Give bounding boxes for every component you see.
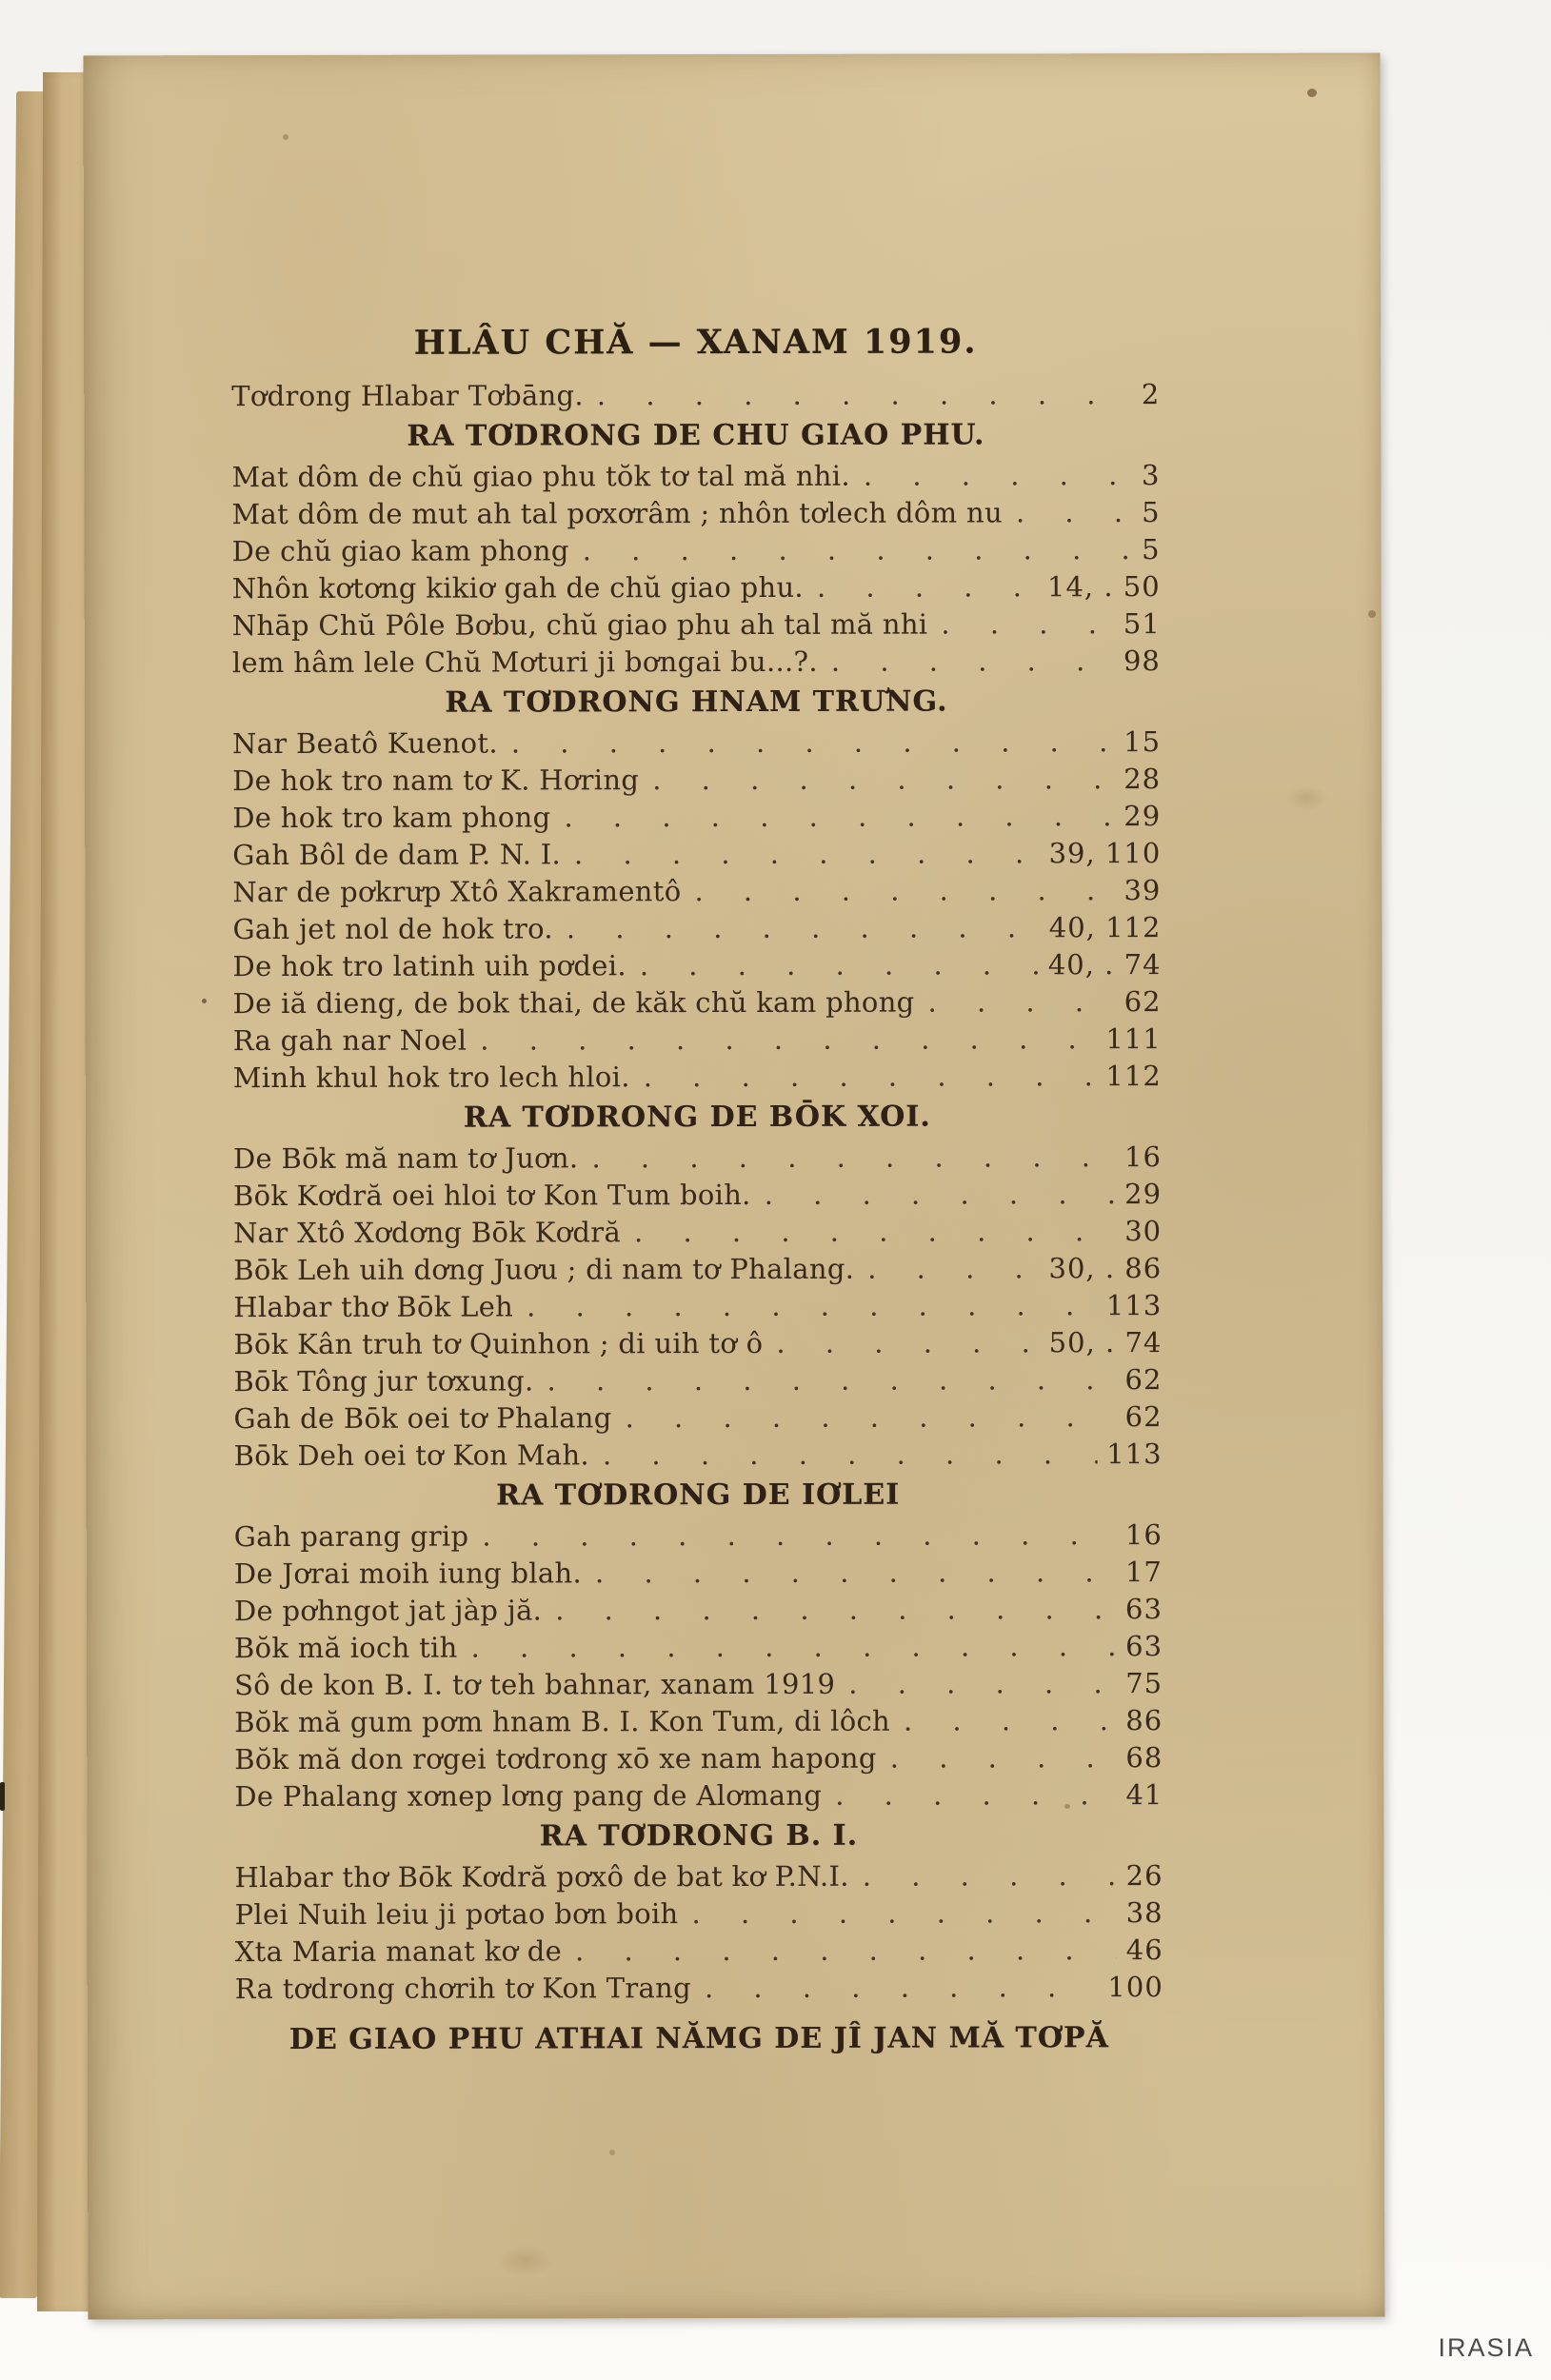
- toc-page-number: 62: [1123, 985, 1162, 1019]
- toc-dot-leader: [567, 909, 1040, 947]
- toc-entry-label: Sô de kon B. I. tơ teh bahnar, xanam 1919: [234, 1667, 836, 1702]
- toc-dot-leader: [765, 1176, 1116, 1214]
- toc-page-number: 40, 112: [1048, 911, 1162, 944]
- toc-row: [233, 1287, 1162, 1326]
- toc-row: [234, 1739, 1163, 1778]
- toc-entry-label: Bōk Deh oei tơ Kon Mah.: [233, 1438, 589, 1473]
- toc-row: [232, 835, 1161, 874]
- toc-entry-label: Gah Bôl de dam P. N. I.: [232, 838, 562, 872]
- toc-entry-label: De pơhngot jat jàp jă.: [233, 1594, 543, 1628]
- toc-page-number: 29: [1123, 800, 1162, 833]
- toc-dot-leader: [640, 946, 1039, 984]
- toc-row: [235, 1969, 1163, 2008]
- toc-page-number: 16: [1124, 1518, 1163, 1552]
- toc-row: [232, 872, 1161, 911]
- toc-entry-label: De Phalang xơnep lơng pang de Alơmang: [234, 1778, 823, 1814]
- toc-page-number: 15: [1123, 725, 1162, 759]
- toc-row: [235, 1894, 1163, 1934]
- toc-section-heading: RA TƠDRONG HNAM TRƯNG.: [445, 684, 948, 720]
- toc-entry-label: Nhāp Chŭ Pôle Bơbu, chŭ giao phu ah tal mă nhi: [231, 607, 928, 643]
- toc-dot-leader: [597, 376, 1132, 414]
- toc-entry-label: Gah de Bōk oei tơ Phalang: [233, 1401, 612, 1436]
- toc-row: [232, 643, 1161, 682]
- toc-row: [233, 983, 1162, 1022]
- toc-row: [232, 798, 1161, 837]
- scanned-page: [84, 53, 1385, 2320]
- toc-dot-leader: [482, 1517, 1116, 1555]
- toc-entry-label: Nar Beatô Kuenot.: [231, 726, 498, 761]
- toc-dot-leader: [564, 798, 1114, 836]
- toc-row: [232, 909, 1161, 948]
- toc-dot-leader: [595, 1554, 1116, 1592]
- toc-row: [231, 376, 1160, 415]
- toc-row: [233, 1213, 1162, 1252]
- toc-dot-leader: [591, 1139, 1115, 1177]
- toc-row: [232, 531, 1161, 570]
- toc-row: [233, 1021, 1162, 1060]
- toc-page-number: 112: [1105, 1060, 1162, 1093]
- toc-row: [234, 1776, 1163, 1815]
- toc-row: [233, 1324, 1162, 1363]
- toc-row: [232, 724, 1161, 763]
- toc-dot-leader: [848, 1665, 1116, 1703]
- toc-dot-leader: [574, 835, 1040, 873]
- toc-dot-leader: [776, 1324, 1039, 1362]
- toc-page-number: 30, . 86: [1048, 1252, 1163, 1285]
- toc-section-heading: RA TƠDRONG B. I.: [539, 1818, 859, 1854]
- toc-page-number: 5: [1142, 533, 1161, 566]
- toc-page-number: 3: [1141, 459, 1161, 492]
- toc-row: [233, 1361, 1162, 1400]
- toc-page-number: 26: [1125, 1859, 1163, 1893]
- toc-row: [234, 1702, 1163, 1741]
- toc-dot-leader: [904, 1702, 1116, 1739]
- toc-page-number: 98: [1123, 645, 1161, 678]
- toc-row: [232, 761, 1161, 800]
- toc-row: [234, 1591, 1163, 1630]
- toc-dot-leader: [867, 1250, 1039, 1287]
- toc-page-number: 14, . 50: [1046, 570, 1161, 604]
- paper-stain: [497, 2244, 554, 2276]
- toc-row: [234, 1857, 1163, 1896]
- toc-dot-leader: [547, 1361, 1115, 1399]
- toc-entry-label: De iă dieng, de bok thai, de kăk chŭ kam phong: [232, 985, 915, 1021]
- toc-page-number: 39: [1123, 874, 1162, 907]
- toc-entry-label: Bōk Tông jur tơxung.: [233, 1364, 534, 1398]
- toc-entry-label: Bŏk mă ioch tih: [233, 1631, 458, 1665]
- toc-dot-leader: [480, 1021, 1096, 1059]
- toc-row: [234, 1554, 1163, 1593]
- spine-mark: [0, 1782, 5, 1811]
- toc-row: [233, 1176, 1162, 1215]
- toc-page-number: 30: [1124, 1215, 1163, 1248]
- toc-row: [234, 1665, 1163, 1704]
- toc-dot-leader: [694, 872, 1114, 910]
- toc-entry-label: Ra gah nar Noel: [232, 1023, 467, 1058]
- foxing-speck: [1368, 610, 1376, 618]
- toc-page-number: 2: [1141, 378, 1161, 411]
- toc-page-number: 41: [1125, 1778, 1163, 1812]
- toc-dot-leader: [511, 724, 1114, 762]
- toc-row: [234, 1436, 1163, 1475]
- toc-entry-label: Bōk Kân truh tơ Quinhon ; di uih tơ ô: [233, 1326, 764, 1361]
- toc-row: [232, 568, 1161, 607]
- toc-entry-label: De chŭ giao kam phong: [231, 534, 569, 568]
- toc-entry-label: Hlabar thơ Bōk Kơdră pơxô de bat kơ P.N.I.: [234, 1859, 849, 1894]
- toc-dot-leader: [831, 643, 1114, 681]
- toc-entry-label: Bōk Leh uih dơng Juơu ; di nam tơ Phalang.: [233, 1252, 855, 1287]
- paper-stain: [1284, 786, 1328, 811]
- toc-dot-leader: [817, 568, 1038, 605]
- toc-dot-leader: [652, 761, 1114, 799]
- toc-entry-label: De hok tro nam tơ K. Hơring: [232, 764, 640, 798]
- toc-dot-leader: [863, 1857, 1117, 1895]
- toc-page-number: 29: [1124, 1178, 1163, 1211]
- toc-entry-label: De Jơrai moih iung blah.: [233, 1557, 583, 1591]
- toc-entry-label: Xta Maria manat kơ de: [234, 1934, 563, 1969]
- toc-dot-leader: [575, 1932, 1117, 1970]
- toc-page-number: 51: [1123, 607, 1161, 641]
- toc-page-number: 113: [1105, 1289, 1163, 1322]
- toc-page-number: 16: [1123, 1140, 1162, 1174]
- footer-heading: DE GIAO PHU ATHAI NĂMG DE JÎ JAN MĂ TƠPĂ: [288, 2021, 1109, 2056]
- toc-page-number: 39, 110: [1048, 837, 1162, 870]
- toc-entry-label: Minh khul hok tro lech hloi.: [232, 1061, 630, 1095]
- toc-dot-leader: [527, 1287, 1097, 1325]
- toc-page-number: 100: [1107, 1971, 1163, 2004]
- toc-page-number: 63: [1124, 1593, 1163, 1626]
- toc-page-number: 28: [1123, 763, 1162, 796]
- toc-entry-label: De Bōk mă nam tơ Juơn.: [232, 1141, 579, 1176]
- toc-entry-label: De hok tro latinh uih pơdei.: [232, 949, 626, 983]
- toc-page-number: 40, . 74: [1047, 948, 1162, 982]
- toc-row: [232, 605, 1161, 645]
- toc-dot-leader: [634, 1213, 1115, 1251]
- toc-dot-leader: [583, 531, 1133, 569]
- toc-entry-label: Mat dôm de mut ah tal pơxơrâm ; nhôn tơlech dôm nu: [231, 496, 1003, 531]
- toc-row: [234, 1628, 1163, 1667]
- page-title: HLÂU CHĂ — XANAM 1919.: [413, 322, 978, 363]
- toc-row: [233, 1139, 1162, 1178]
- toc-row: [232, 946, 1161, 985]
- table-of-contents-content: [231, 53, 1163, 2056]
- foxing-speck: [1064, 1804, 1070, 1809]
- toc-page-number: 5: [1142, 496, 1161, 529]
- toc-dot-leader: [471, 1628, 1117, 1666]
- toc-row: [233, 1250, 1162, 1289]
- toc-section-heading: RA TƠDRONG DE BŌK XOI.: [463, 1100, 931, 1135]
- toc-dot-leader: [555, 1591, 1116, 1629]
- toc-entry-label: Gah parang grip: [233, 1519, 469, 1554]
- toc-page-number: 63: [1125, 1630, 1163, 1663]
- toc-row: [231, 494, 1160, 533]
- toc-page-number: 50, . 74: [1048, 1326, 1163, 1359]
- toc-dot-leader: [603, 1436, 1097, 1474]
- toc-dot-leader: [864, 457, 1132, 495]
- toc-row: [235, 1932, 1163, 1971]
- toc-dot-leader: [941, 605, 1114, 643]
- toc-dot-leader: [835, 1776, 1116, 1815]
- toc-entry-label: Gah jet nol de hok tro.: [232, 912, 553, 946]
- toc-page-number: 62: [1124, 1363, 1163, 1397]
- toc-entry-label: Bŏk mă don rơgei tơdrong xō xe nam hapong: [234, 1741, 877, 1776]
- toc-entry-label: Tơdrong Hlabar Tơbāng.: [231, 379, 584, 413]
- toc-entry-label: Plei Nuih leiu ji pơtao bơn boih: [234, 1897, 679, 1932]
- toc-entry-label: Hlabar thơ Bōk Leh: [233, 1290, 514, 1324]
- toc-page-number: 17: [1124, 1556, 1163, 1589]
- toc-page-number: 62: [1124, 1400, 1163, 1434]
- irasia-watermark: IRASIA: [1438, 2333, 1534, 2362]
- toc-section-heading: RA TƠDRONG DE IƠLEI: [496, 1478, 901, 1513]
- toc: [231, 376, 1163, 2008]
- toc-page-number: 75: [1125, 1667, 1163, 1700]
- toc-page-number: 111: [1105, 1022, 1162, 1056]
- foxing-speck: [283, 134, 288, 140]
- toc-entry-label: Nar Xtô Xơdơng Bōk Kơdră: [233, 1216, 622, 1250]
- toc-entry-label: Nar de pơkrưp Xtô Xakramentô: [232, 875, 682, 909]
- toc-page-number: 38: [1125, 1896, 1163, 1930]
- toc-dot-leader: [691, 1894, 1116, 1933]
- toc-entry-label: Ra tơdrong chơrih tơ Kon Trang: [234, 1972, 692, 2006]
- toc-dot-leader: [927, 983, 1114, 1021]
- toc-dot-leader: [705, 1969, 1099, 2007]
- foxing-speck: [1307, 89, 1317, 97]
- toc-row: [233, 1398, 1162, 1438]
- toc-row: [233, 1058, 1162, 1097]
- toc-entry-label: lem hâm lele Chŭ Mơturi ji bơngai bu...?.: [231, 645, 818, 680]
- toc-entry-label: Nhôn kơtơng kikiơ gah de chŭ giao phu.: [231, 570, 804, 605]
- toc-page-number: 68: [1125, 1741, 1163, 1775]
- toc-page-number: 46: [1125, 1934, 1163, 1967]
- toc-entry-label: Bŏk mă gum pơm hnam B. I. Kon Tum, di lôch: [234, 1704, 890, 1739]
- toc-dot-leader: [890, 1739, 1117, 1776]
- foxing-speck: [609, 2150, 615, 2155]
- toc-row: [231, 457, 1160, 496]
- toc-entry-label: De hok tro kam phong: [232, 801, 551, 835]
- toc-dot-leader: [626, 1398, 1116, 1437]
- foxing-speck: [202, 999, 207, 1003]
- toc-section-heading: RA TƠDRONG DE CHU GIAO PHU.: [407, 418, 985, 453]
- toc-row: [234, 1517, 1163, 1556]
- toc-page-number: 86: [1125, 1704, 1163, 1737]
- toc-entry-label: Bōk Kơdră oei hloi tơ Kon Tum boih.: [232, 1178, 751, 1213]
- toc-dot-leader: [644, 1058, 1097, 1096]
- toc-dot-leader: [1016, 494, 1132, 531]
- toc-page-number: 113: [1106, 1438, 1163, 1471]
- toc-entry-label: Mat dôm de chŭ giao phu tŏk tơ tal mă nhi.: [231, 459, 850, 494]
